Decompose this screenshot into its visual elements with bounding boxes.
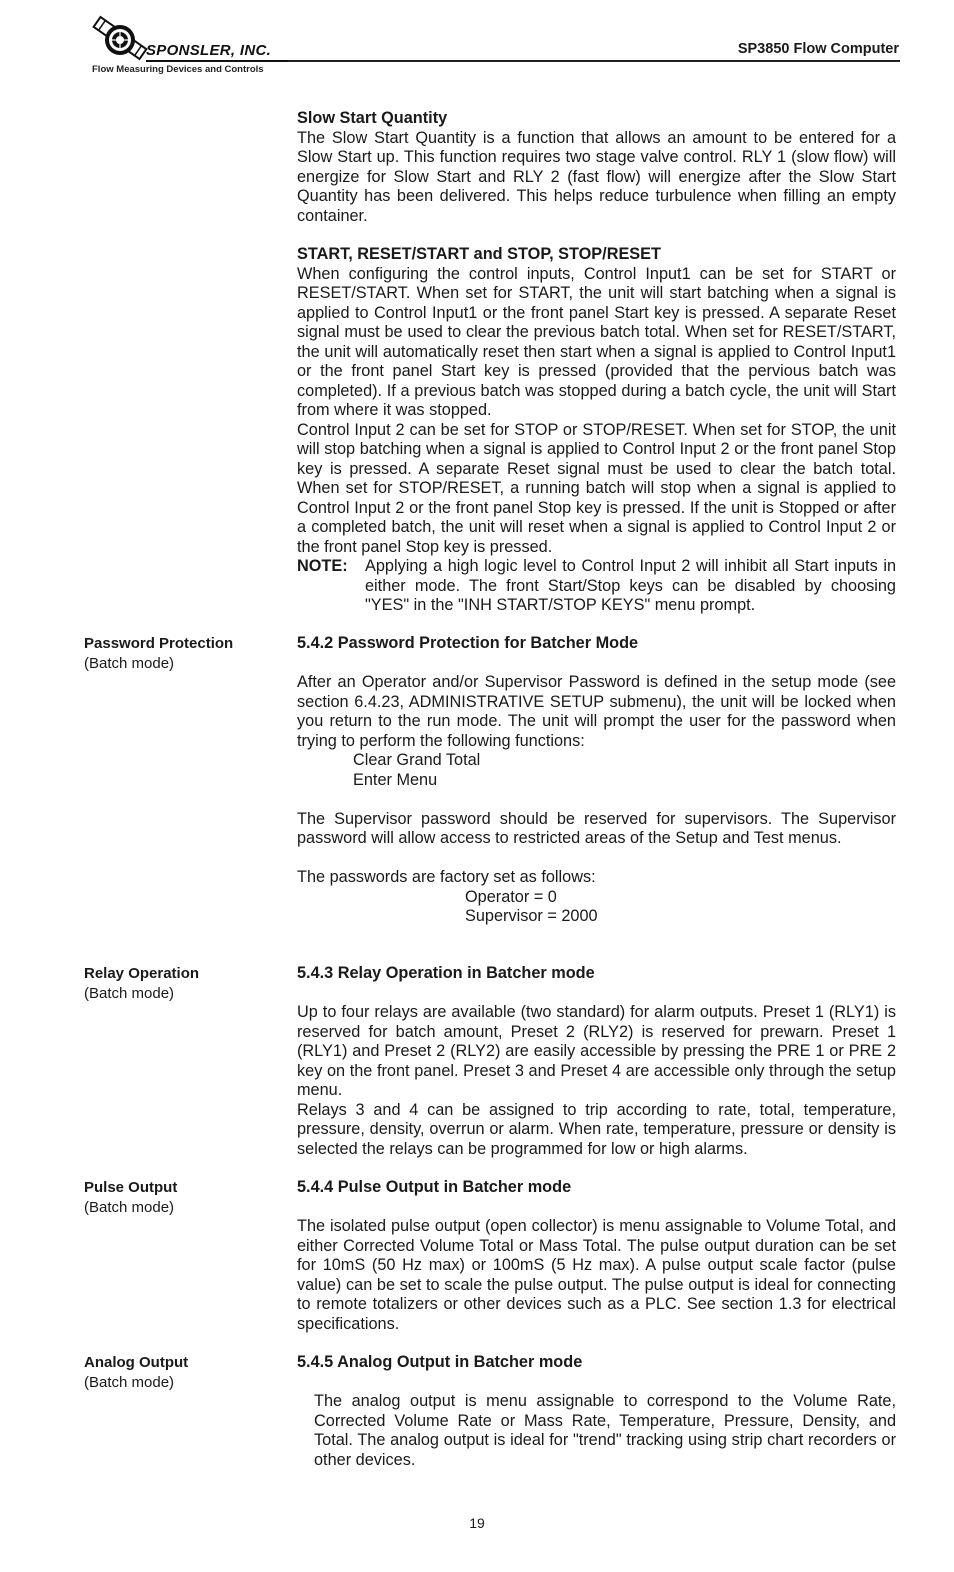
password-side-label [84, 634, 284, 673]
note-text: Applying a high logic level to Control Input 2 will inhibit all Start inputs in either mode. The front Start/Stop keys can be disabled by choosing "YES" in the "INH START/STOP KEYS" menu prompt. [365, 557, 896, 614]
valve-emblem-icon [86, 14, 148, 64]
start-stop-section [297, 245, 896, 616]
slow-start-body: The Slow Start Quantity is a function that allows an amount to be entered for a Slow Start up. This function requires two stage valve control. RLY 1 (slow flow) will energize for Slow Start and RLY 2 (fast flow) will energize after the Slow Start Quantity has been delivered. This helps reduce turbulence when filling an empty container. [297, 128, 896, 225]
password-heading: 5.4.2 Password Protection for Batcher Mode [297, 634, 639, 652]
slow-start-section [297, 109, 896, 226]
password-para1: After an Operator and/or Supervisor Password is defined in the setup mode (see section 6.4.23, ADMINISTRATIVE SETUP submenu), the unit will be locked when you return to the run mode. The unit will prompt the user for the password when trying to perform the following functions: [297, 673, 896, 750]
password-section [297, 634, 896, 927]
slow-start-heading: Slow Start Quantity [297, 109, 448, 127]
relay-para1: Up to four relays are available (two standard) for alarm outputs. Preset 1 (RLY1) is reserved for batch amount, Preset 2 (RLY2) is reserved for prewarn. Preset 1 (RLY1) and Preset 2 (RLY2) are easily accessible by pressing the PRE 1 or PRE 2 key on the front panel. Preset 3 and Preset 4 are accessible only through the setup menu. [297, 1003, 896, 1099]
company-logo [86, 14, 296, 78]
pulse-side-label [84, 1178, 284, 1217]
relay-side-title: Relay Operation [84, 965, 200, 982]
analog-side-title: Analog Output [84, 1354, 189, 1371]
start-stop-heading: START, RESET/START and STOP, STOP/RESET [297, 245, 661, 263]
start-stop-para2: Control Input 2 can be set for STOP or STOP/RESET. When set for STOP, the unit will stop batching when a signal is applied to Control Input 2 or the front panel Stop key is pressed. A separate Reset signal must be used to clear the batch total. When set for STOP/RESET, a running batch will stop when a signal is applied to Control Input 2 or the front panel Stop key is pressed. If the unit is Stopped or after a completed batch, the unit will reset when a signal is applied to Control Input 2 or the front panel Stop key is pressed. [297, 420, 896, 556]
header-divider [288, 60, 900, 62]
pulse-side-sub: (Batch mode) [84, 1198, 175, 1216]
pulse-side-title: Pulse Output [84, 1179, 178, 1196]
start-stop-para1: When configuring the control inputs, Control Input1 can be set for START or RESET/START. When set for START, the unit will start batching when a signal is applied to Control Input1 or the front panel Start key is pressed. A separate Reset signal must be used to clear the previous batch total. When set for RESET/START, the unit will automatically reset then start when a signal is applied to Control Input1 or the front panel Start key is pressed (provided that the pervious batch was completed). If a previous batch was stopped during a batch cycle, the unit will Start from where it was stopped. [297, 264, 896, 419]
company-tagline: Flow Measuring Devices and Controls [92, 64, 264, 75]
analog-side-sub: (Batch mode) [84, 1373, 175, 1391]
password-para2: The Supervisor password should be reserved for supervisors. The Supervisor password will allow access to restricted areas of the Setup and Test menus. [297, 809, 896, 847]
password-side-title: Password Protection [84, 635, 234, 652]
analog-section [297, 1353, 896, 1470]
pulse-heading: 5.4.4 Pulse Output in Batcher mode [297, 1178, 572, 1196]
password-default-item: Operator = 0 [465, 887, 557, 906]
analog-heading: 5.4.5 Analog Output in Batcher mode [297, 1353, 583, 1371]
password-side-sub: (Batch mode) [84, 654, 175, 672]
note-label: NOTE: [297, 557, 348, 575]
page-number: 19 [469, 1515, 485, 1531]
document-title: SP3850 Flow Computer [737, 41, 899, 57]
logo-underline [146, 60, 288, 62]
password-para3: The passwords are factory set as follows: [297, 868, 596, 886]
company-name: SPONSLER, INC. [146, 42, 272, 59]
relay-heading: 5.4.3 Relay Operation in Batcher mode [297, 964, 595, 982]
relay-section [297, 964, 896, 1159]
relay-side-sub: (Batch mode) [84, 984, 175, 1002]
password-function-item: Clear Grand Total [353, 751, 481, 769]
pulse-section [297, 1178, 896, 1334]
analog-para1: The analog output is menu assignable to correspond to the Volume Rate, Corrected Volume Rate or Mass Rate, Temperature, Pressure, Density, and Total. The analog output is ideal for "trend" tracking using strip chart recorders or other devices. [314, 1392, 896, 1469]
password-default-item: Supervisor = 2000 [465, 907, 598, 925]
password-function-item: Enter Menu [353, 770, 438, 789]
relay-para2: Relays 3 and 4 can be assigned to trip according to rate, total, temperature, pressure, density, overrun or alarm. When rate, temperature, pressure or density is selected the relays can be programmed for low or high alarms. [297, 1100, 896, 1158]
pulse-para1: The isolated pulse output (open collector) is menu assignable to Volume Total, and either Corrected Volume Total or Mass Total. The pulse output duration can be set for 10mS (50 Hz max) or 100mS (5 Hz max). A pulse output scale factor (pulse value) can be set to scale the pulse output. The pulse output is ideal for connecting to remote totalizers or other devices such as a PLC. See section 1.3 for electrical specifications. [297, 1217, 896, 1333]
analog-side-label [84, 1353, 284, 1392]
relay-side-label [84, 964, 284, 1003]
start-stop-note [297, 557, 896, 616]
